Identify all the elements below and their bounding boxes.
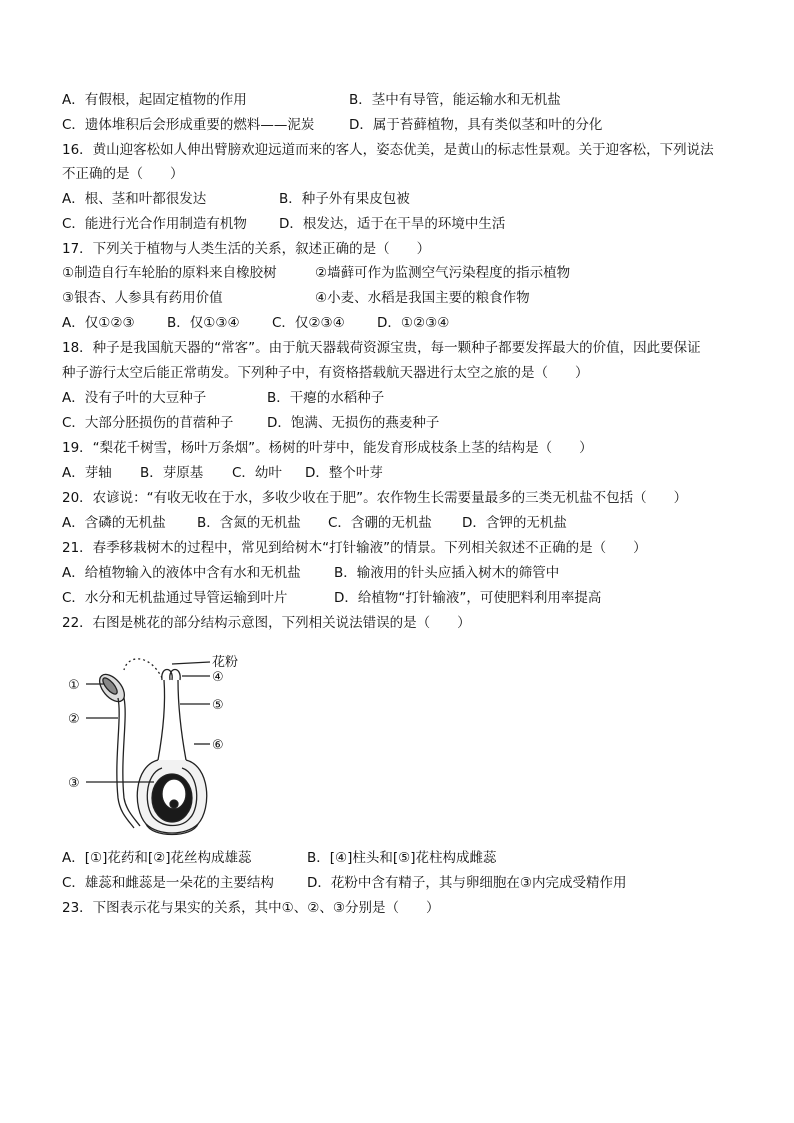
label-1: ① bbox=[68, 678, 80, 693]
q17-option-b: B．仅①③④ bbox=[167, 315, 240, 331]
q17-statement-2: ②墙藓可作为监测空气污染程度的指示植物 bbox=[315, 265, 571, 281]
q20-stem: 20．农谚说：“有收无收在于水，多收少收在于肥”。农作物生长需要量最多的三类无机盐不包括（ ） bbox=[62, 490, 688, 506]
q17-statement-4: ④小麦、水稻是我国主要的粮食作物 bbox=[315, 290, 530, 306]
q19-stem: 19．“梨花千树雪，杨叶万条烟”。杨树的叶芽中，能发育形成枝条上茎的结构是（ ） bbox=[62, 440, 593, 456]
q18-option-a: A．没有子叶的大豆种子 bbox=[62, 390, 207, 406]
q20-options bbox=[62, 511, 567, 535]
q19-options bbox=[62, 461, 383, 485]
q16-option-c: C．能进行光合作用制造有机物 bbox=[62, 216, 247, 232]
q19-option-b: B．芽原基 bbox=[140, 465, 204, 481]
q18-option-c: C．大部分胚损伤的苜蓿种子 bbox=[62, 415, 234, 431]
label-2: ② bbox=[68, 712, 80, 727]
label-6: ⑥ bbox=[212, 738, 224, 753]
label-4: ④ bbox=[212, 670, 224, 685]
label-pollen: 花粉 bbox=[212, 655, 239, 670]
egg-cell bbox=[170, 800, 178, 808]
q16-stem-line1: 16．黄山迎客松如人伸出臂膀欢迎远道而来的客人，姿态优美，是黄山的标志性景观。关于迎客松，下列说法 bbox=[62, 142, 714, 158]
peach-flower-svg bbox=[62, 648, 262, 838]
q15-row2 bbox=[62, 113, 603, 137]
pollen-path bbox=[124, 659, 162, 678]
q19-option-a: A．芽轴 bbox=[62, 465, 112, 481]
q16-option-b: B．种子外有果皮包被 bbox=[279, 191, 410, 207]
q18-option-b: B．干瘪的水稻种子 bbox=[267, 390, 385, 406]
q22-row1 bbox=[62, 846, 497, 870]
q20-option-a: A．含磷的无机盐 bbox=[62, 515, 166, 531]
q15-option-a: A．有假根，起固定植物的作用 bbox=[62, 92, 247, 108]
q18-stem-line2: 种子游行太空后能正常萌发。下列种子中，有资格搭载航天器进行太空之旅的是（ ） bbox=[62, 365, 589, 381]
q17-stem: 17．下列关于植物与人类生活的关系，叙述正确的是（ ） bbox=[62, 241, 431, 257]
q18-stem-line1: 18．种子是我国航天器的“常客”。由于航天器载荷资源宝贵，每一颗种子都要发挥最大的价值，因此要保证 bbox=[62, 340, 701, 356]
q18-row1 bbox=[62, 386, 385, 410]
q17-statement-3: ③银杏、人参具有药用价值 bbox=[62, 290, 223, 306]
q19-option-c: C．幼叶 bbox=[232, 465, 282, 481]
q22-option-c: C．雄蕊和雌蕊是一朵花的主要结构 bbox=[62, 875, 274, 891]
q15-row1 bbox=[62, 88, 561, 112]
q20-option-b: B．含氮的无机盐 bbox=[197, 515, 301, 531]
q17-option-d: D．①②③④ bbox=[377, 315, 450, 331]
q18-option-d: D．饱满、无损伤的燕麦种子 bbox=[267, 415, 440, 431]
q22-option-a: A．[①]花药和[②]花丝构成雄蕊 bbox=[62, 850, 252, 866]
q21-option-c: C．水分和无机盐通过导管运输到叶片 bbox=[62, 590, 288, 606]
q21-option-b: B．输液用的针头应插入树木的筛管中 bbox=[334, 565, 560, 581]
q15-option-b: B．茎中有导管，能运输水和无机盐 bbox=[349, 92, 561, 108]
label-5: ⑤ bbox=[212, 698, 224, 713]
q17-statements-row1 bbox=[62, 261, 571, 285]
q21-option-a: A．给植物输入的液体中含有水和无机盐 bbox=[62, 565, 301, 581]
q22-option-d: D．花粉中含有精子，其与卵细胞在③内完成受精作用 bbox=[307, 875, 627, 891]
q17-statements-row2 bbox=[62, 286, 530, 310]
q17-statement-1: ①制造自行车轮胎的原料来自橡胶树 bbox=[62, 265, 277, 281]
q22-stem: 22．右图是桃花的部分结构示意图，下列相关说法错误的是（ ） bbox=[62, 615, 471, 631]
style-shape-right bbox=[178, 680, 186, 760]
q20-option-c: C．含硼的无机盐 bbox=[328, 515, 432, 531]
q21-row1 bbox=[62, 561, 560, 585]
q16-option-d: D．根发达，适于在干旱的环境中生活 bbox=[279, 216, 506, 232]
q19-option-d: D．整个叶芽 bbox=[305, 465, 383, 481]
q17-option-c: C．仅②③④ bbox=[272, 315, 345, 331]
q18-row2 bbox=[62, 411, 440, 435]
q23-stem: 23．下图表示花与果实的关系，其中①、②、③分别是（ ） bbox=[62, 900, 440, 916]
q22-option-b: B．[④]柱头和[⑤]花柱构成雌蕊 bbox=[307, 850, 497, 866]
filament-shape-inner bbox=[123, 698, 140, 826]
q16-option-a: A．根、茎和叶都很发达 bbox=[62, 191, 207, 207]
q16-row2 bbox=[62, 212, 506, 236]
leader-pollen bbox=[172, 662, 210, 664]
q21-row2 bbox=[62, 586, 602, 610]
q16-row1 bbox=[62, 187, 410, 211]
q17-options bbox=[62, 311, 450, 335]
q21-option-d: D．给植物“打针输液”，可使肥料利用率提高 bbox=[334, 590, 602, 606]
style-shape bbox=[158, 680, 165, 760]
label-3: ③ bbox=[68, 776, 80, 791]
q16-stem-line2: 不正确的是（ ） bbox=[62, 166, 184, 182]
q15-option-d: D．属于苔藓植物，具有类似茎和叶的分化 bbox=[349, 117, 603, 133]
q21-stem: 21．春季移栽树木的过程中，常见到给树木“打针输液”的情景。下列相关叙述不正确的是（ ） bbox=[62, 540, 647, 556]
q15-option-c: C．遗体堆积后会形成重要的燃料——泥炭 bbox=[62, 117, 315, 133]
q17-option-a: A．仅①②③ bbox=[62, 315, 135, 331]
q22-row2 bbox=[62, 871, 627, 895]
q20-option-d: D．含钾的无机盐 bbox=[462, 515, 567, 531]
peach-flower-diagram bbox=[62, 648, 262, 838]
stigma-shape bbox=[162, 670, 180, 681]
